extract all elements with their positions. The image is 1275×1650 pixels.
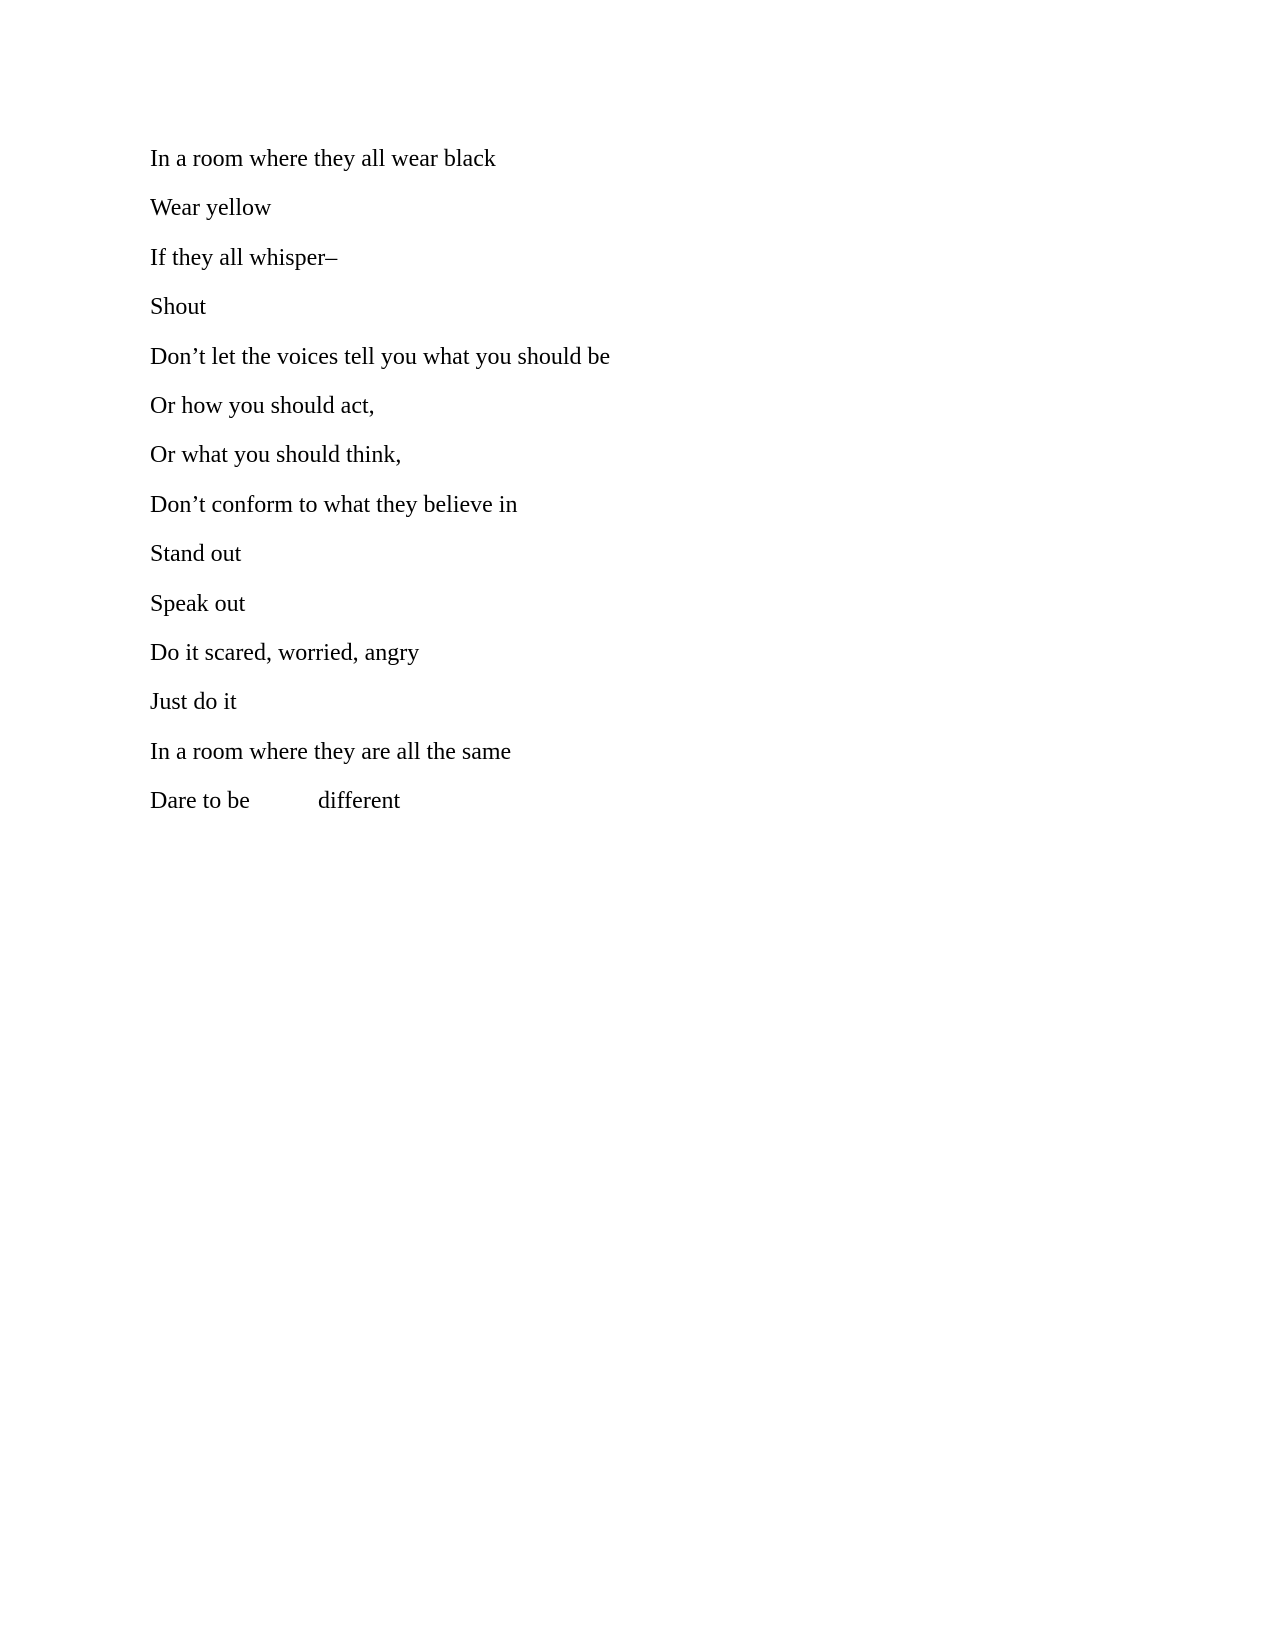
poem-line: Just do it xyxy=(150,689,237,716)
poem-line: Speak out xyxy=(150,590,246,617)
poem-line: Don’t conform to what they believe in xyxy=(150,491,518,518)
poem-line: Or what you should think, xyxy=(150,442,402,469)
final-line-first-part: Dare to be xyxy=(150,788,250,815)
poem-line: Do it scared, worried, angry xyxy=(150,639,420,666)
poem-line: In a room where they all wear black xyxy=(150,146,496,172)
poem-line: If they all whisper– xyxy=(150,244,338,271)
poem-final-line xyxy=(150,787,610,836)
poem-line: Shout xyxy=(150,294,207,321)
final-line-second-part: different xyxy=(317,788,401,815)
poem-line: Don’t let the voices tell you what you should be xyxy=(150,343,611,370)
poem-line: In a room where they are all the same xyxy=(150,738,512,765)
poem-line: Stand out xyxy=(150,541,242,568)
poem-body xyxy=(150,145,610,836)
poem-line: Or how you should act, xyxy=(150,392,375,419)
poem-line: Wear yellow xyxy=(150,195,272,222)
